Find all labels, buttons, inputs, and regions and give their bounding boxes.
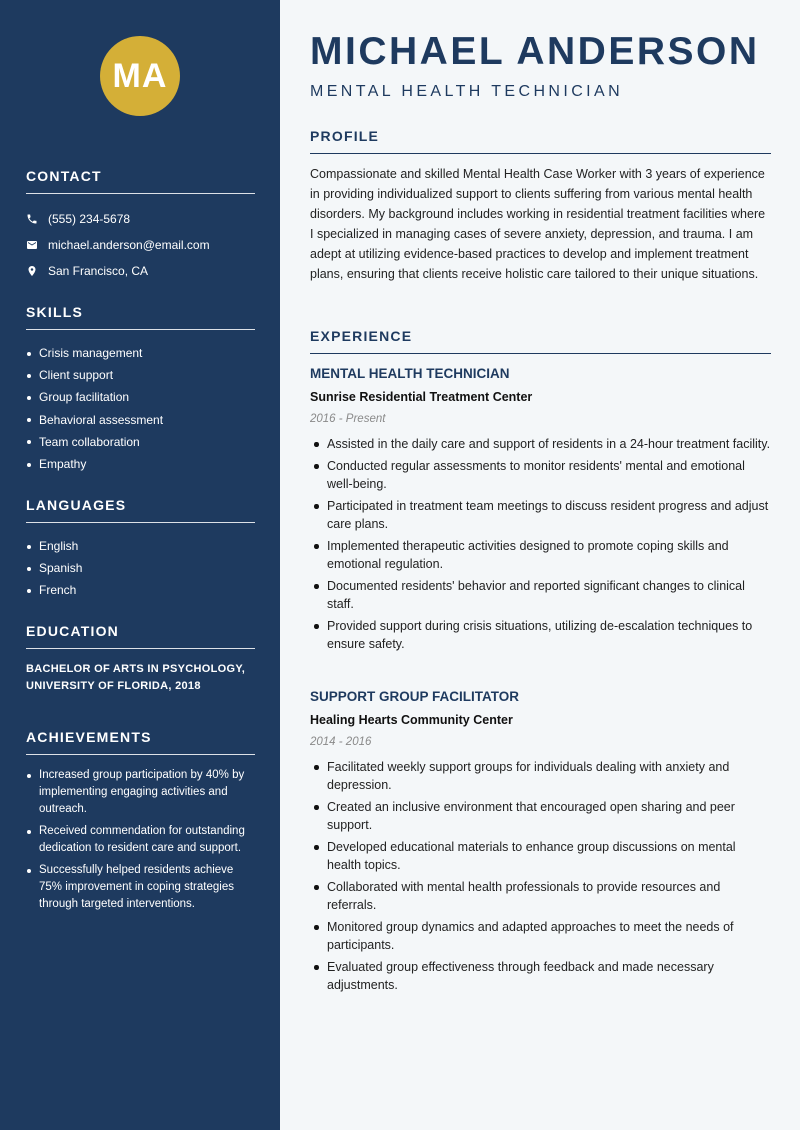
skills-list	[26, 342, 255, 475]
job-entry	[310, 365, 771, 657]
experience-heading: EXPERIENCE	[310, 328, 771, 354]
job-bullet: Evaluated group effectiveness through feedback and made necessary adjustments.	[310, 958, 771, 994]
job-title: SUPPORT GROUP FACILITATOR	[310, 689, 520, 704]
sidebar	[0, 0, 280, 1130]
skill-item: Client support	[26, 364, 255, 386]
achievement-item: Increased group participation by 40% by implementing engaging activities and outreach.	[26, 767, 255, 818]
skills-section	[26, 304, 255, 475]
job-bullet: Developed educational materials to enhance group discussions on mental health topics.	[310, 838, 771, 874]
language-item: French	[26, 579, 255, 601]
achievement-item: Successfully helped residents achieve 75% improvement in coping strategies through targeted interventions.	[26, 862, 255, 913]
job-bullet: Conducted regular assessments to monitor residents' mental and emotional well-being.	[310, 457, 771, 493]
language-item: Spanish	[26, 557, 255, 579]
job-bullet: Collaborated with mental health professionals to provide resources and referrals.	[310, 878, 771, 914]
contact-phone	[26, 206, 255, 232]
job-bullet: Facilitated weekly support groups for individuals dealing with anxiety and depression.	[310, 758, 771, 794]
candidate-name: MICHAEL ANDERSON	[310, 30, 760, 73]
skills-heading: SKILLS	[26, 304, 255, 330]
job-bullet: Implemented therapeutic activities designed to promote coping skills and emotional regulation.	[310, 537, 771, 573]
achievements-heading: ACHIEVEMENTS	[26, 729, 255, 755]
skill-item: Group facilitation	[26, 386, 255, 408]
phone-link[interactable]: (555) 234-5678	[48, 212, 131, 226]
job-bullet: Assisted in the daily care and support of residents in a 24-hour treatment facility.	[310, 435, 771, 453]
phone-icon	[26, 213, 48, 225]
language-item: English	[26, 535, 255, 557]
profile-heading: PROFILE	[310, 128, 771, 154]
job-dates: 2014 - 2016	[310, 736, 372, 748]
email-link[interactable]: michael.anderson@email.com	[48, 238, 210, 252]
achievements-list	[26, 767, 255, 913]
achievements-section	[26, 729, 255, 918]
profile-text: Compassionate and skilled Mental Health Case Worker with 3 years of experience in providing individualized support to clients suffering from various mental health disorders. My background includes working in residential treatment facilities where I specialized in managing cases of severe anxiety, depression, and trauma. I am adept at utilizing evidence-based practices to develop and implement treatment plans, ensuring that clients receive holistic care tailored to their unique situations.	[310, 167, 766, 281]
job-bullet: Monitored group dynamics and adapted approaches to meet the needs of participants.	[310, 918, 771, 954]
achievement-item: Received commendation for outstanding dedication to resident care and support.	[26, 823, 255, 857]
languages-list	[26, 535, 255, 602]
location-pin-icon	[26, 265, 48, 277]
contact-email	[26, 232, 255, 258]
job-bullet: Created an inclusive environment that encouraged open sharing and peer support.	[310, 798, 771, 834]
job-company: Healing Hearts Community Center	[310, 713, 513, 727]
candidate-title: MENTAL HEALTH TECHNICIAN	[310, 83, 624, 100]
skill-item: Behavioral assessment	[26, 409, 255, 431]
skill-item: Empathy	[26, 453, 255, 475]
job-company: Sunrise Residential Treatment Center	[310, 390, 533, 404]
skill-item: Crisis management	[26, 342, 255, 364]
languages-section	[26, 497, 255, 602]
job-bullet: Documented residents' behavior and reported significant changes to clinical staff.	[310, 577, 771, 613]
job-title: MENTAL HEALTH TECHNICIAN	[310, 366, 510, 381]
location-text: San Francisco, CA	[48, 264, 149, 278]
education-school: UNIVERSITY OF FLORIDA, 2018	[26, 680, 201, 692]
job-bullet: Participated in treatment team meetings to discuss resident progress and adjust care plans.	[310, 497, 771, 533]
job-bullet: Provided support during crisis situations, utilizing de-escalation techniques to ensure safety.	[310, 617, 771, 653]
avatar: MA	[100, 36, 180, 116]
languages-heading: LANGUAGES	[26, 497, 255, 523]
education-heading: EDUCATION	[26, 623, 255, 649]
education-degree: BACHELOR OF ARTS IN PSYCHOLOGY,	[26, 663, 246, 675]
job-entry	[310, 688, 771, 998]
education-section	[26, 623, 255, 695]
contact-location	[26, 258, 255, 284]
contact-section	[26, 168, 255, 284]
job-bullets	[310, 435, 771, 653]
job-bullets	[310, 758, 771, 994]
contact-heading: CONTACT	[26, 168, 255, 194]
skill-item: Team collaboration	[26, 431, 255, 453]
job-dates: 2016 - Present	[310, 413, 386, 425]
email-icon	[26, 239, 48, 251]
